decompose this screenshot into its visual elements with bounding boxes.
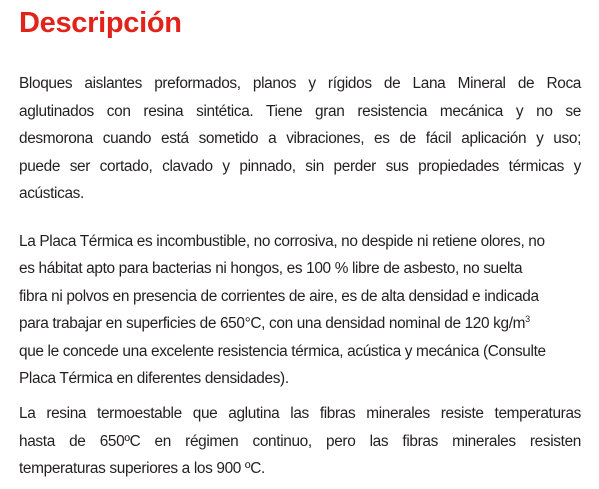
paragraph-2-line: La Placa Térmica es incombustible, no corrosiva, no despide ni retiene olores, no (19, 233, 545, 250)
paragraph-3-line: La resina termoestable que aglutina las fibras minerales resiste temperaturas (19, 405, 581, 422)
paragraph-2-line: para trabajar en superficies de 650°C, con una densidad nominal de 120 kg/m (19, 315, 526, 333)
paragraph-2 (19, 228, 581, 392)
paragraph-1-line: aglutinados con resina sintética. Tiene gran resistencia mecánica y no se (19, 102, 581, 120)
paragraph-2-line: es hábitat apto para bacterias ni hongos, es 100 % libre de asbesto, no suelta (19, 260, 523, 278)
paragraph-1-line: acústicas. (19, 185, 84, 203)
section-title: Descripción (19, 7, 182, 39)
paragraph-2-line-with-unit (19, 310, 581, 337)
paragraph-2-line: Placa Térmica en diferentes densidades). (19, 370, 289, 388)
paragraph-1 (19, 70, 581, 208)
paragraph-3 (19, 400, 581, 483)
unit-superscript: 3 (525, 314, 530, 325)
paragraph-1-line: Bloques aislantes preformados, planos y rígidos de Lana Mineral de Roca (19, 75, 581, 92)
paragraph-3-line: hasta de 650ºC en régimen continuo, pero las fibras minerales resisten (19, 432, 581, 450)
paragraph-2-line: fibra ni polvos en presencia de corrientes de aire, es de alta densidad e indicada (19, 287, 539, 305)
paragraph-2-line: que le concede una excelente resistencia térmica, acústica y mecánica (Consulte (19, 342, 546, 360)
paragraph-3-line: temperaturas superiores a los 900 ºC. (19, 460, 265, 478)
paragraph-1-line: desmorona cuando está sometido a vibraciones, es de fácil aplicación y uso; (19, 130, 581, 148)
paragraph-1-line: puede ser cortado, clavado y pinnado, sin perder sus propiedades térmicas y (19, 157, 581, 175)
